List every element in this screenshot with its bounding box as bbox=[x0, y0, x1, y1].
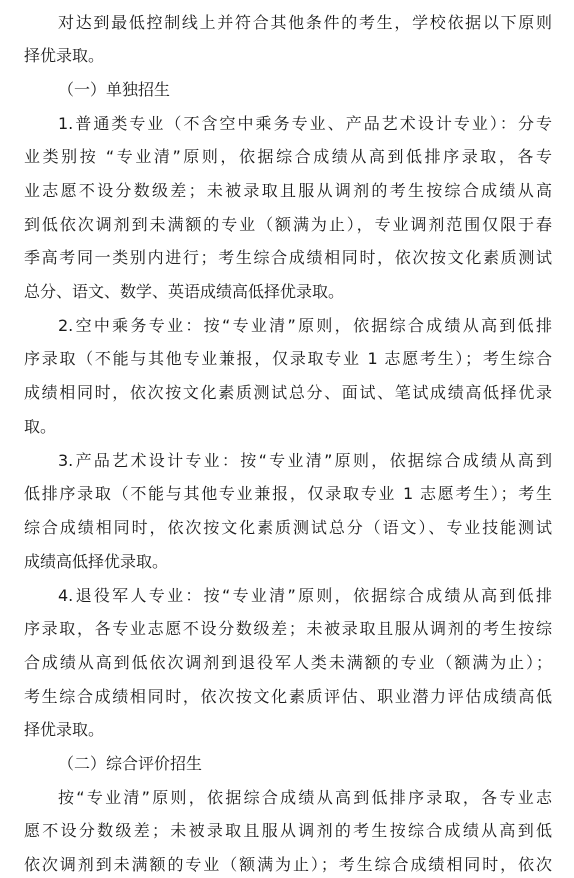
section-heading-single-enrollment: （一）单独招生 bbox=[58, 80, 171, 99]
section-heading-comprehensive-evaluation: （二）综合评价招生 bbox=[58, 754, 203, 773]
text-line: 依次调剂到未满额的专业（额满为止）；考生综合成绩相同时，依次 bbox=[24, 855, 552, 874]
text-line: 择优录取。 bbox=[24, 720, 105, 739]
text-line: 季高考同一类别内进行；考生综合成绩相同时，依次按文化素质测试 bbox=[24, 248, 552, 267]
text-line: 对达到最低控制线上并符合其他条件的考生，学校依据以下原则 bbox=[58, 13, 552, 32]
text-line: 总分、语文、数学、英语成绩高低择优录取。 bbox=[24, 282, 345, 301]
text-line: 成绩相同时，依次按文化素质测试总分、面试、笔试成绩高低择优录 bbox=[24, 383, 552, 402]
text-line: 择优录取。 bbox=[24, 46, 105, 65]
text-line: 3.产品艺术设计专业：按“专业清”原则，依据综合成绩从高到 bbox=[58, 451, 552, 470]
text-line: 1.普通类专业（不含空中乘务专业、产品艺术设计专业）：分专 bbox=[58, 114, 552, 133]
text-line: 综合成绩相同时，依次按文化素质测试总分（语文）、专业技能测试 bbox=[24, 518, 552, 537]
text-line: 2.空中乘务专业：按“专业清”原则，依据综合成绩从高到低排 bbox=[58, 316, 552, 335]
text-line: 按“专业清”原则，依据综合成绩从高到低排序录取，各专业志 bbox=[58, 788, 552, 807]
text-line: 成绩高低择优录取。 bbox=[24, 552, 169, 571]
text-line: 业类别按 “专业清”原则，依据综合成绩从高到低排序录取，各专 bbox=[24, 147, 552, 166]
text-line: 业志愿不设分数级差；未被录取且服从调剂的考生按综合成绩从高 bbox=[24, 181, 552, 200]
text-line: 愿不设分数级差；未被录取且服从调剂的考生按综合成绩从高到低 bbox=[24, 821, 552, 840]
text-line: 序录取（不能与其他专业兼报，仅录取专业 1 志愿考生）；考生综合 bbox=[24, 349, 552, 368]
text-line: 4.退役军人专业：按“专业清”原则，依据综合成绩从高到低排 bbox=[58, 586, 552, 605]
text-line: 考生综合成绩相同时，依次按文化素质评估、职业潜力评估成绩高低 bbox=[24, 687, 552, 706]
text-line: 到低依次调剂到未满额的专业（额满为止），专业调剂范围仅限于春 bbox=[24, 215, 552, 234]
text-line: 序录取，各专业志愿不设分数级差；未被录取且服从调剂的考生按综 bbox=[24, 619, 552, 638]
text-line: 取。 bbox=[24, 417, 57, 436]
text-line: 低排序录取（不能与其他专业兼报，仅录取专业 1 志愿考生）；考生 bbox=[24, 484, 552, 503]
text-line: 合成绩从高到低依次调剂到退役军人类未满额的专业（额满为止）； bbox=[24, 653, 552, 672]
